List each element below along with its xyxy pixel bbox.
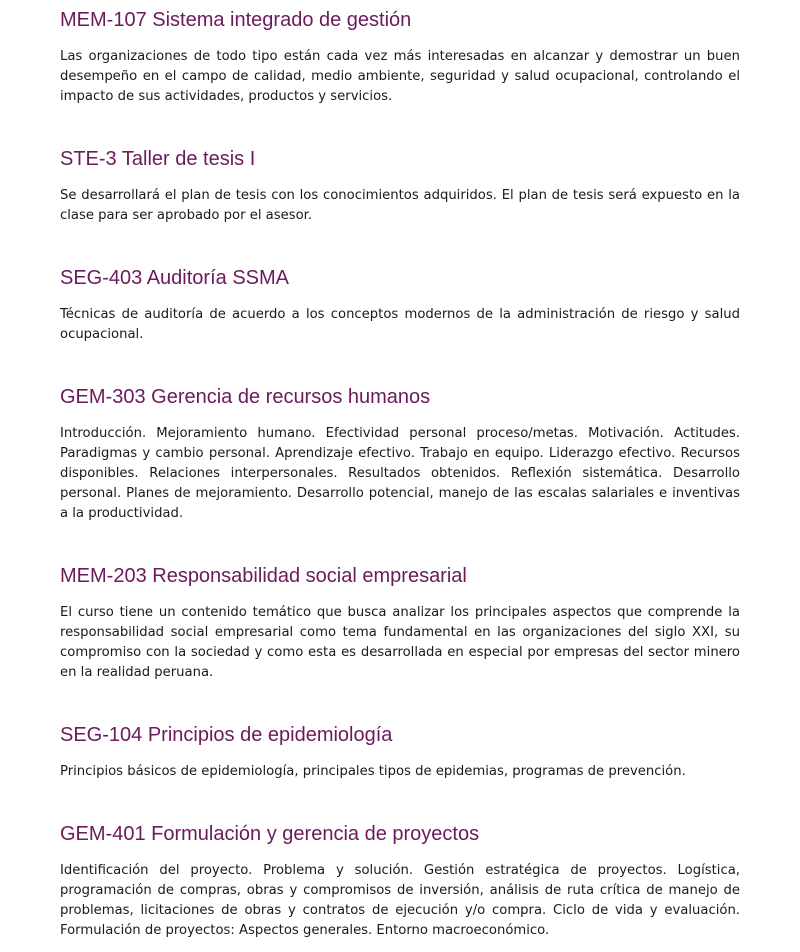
course-item <box>60 384 740 524</box>
course-item <box>60 265 740 345</box>
course-item <box>60 563 740 683</box>
course-title: MEM-107 Sistema integrado de gestión <box>60 9 412 31</box>
course-description: Principios básicos de epidemiología, principales tipos de epidemias, programas de prevención. <box>60 764 686 779</box>
course-description: Técnicas de auditoría de acuerdo a los conceptos modernos de la administración de riesgo y salud ocupacional. <box>60 307 740 342</box>
course-item <box>60 821 740 941</box>
course-title: GEM-401 Formulación y gerencia de proyectos <box>60 823 480 845</box>
course-description: El curso tiene un contenido temático que busca analizar los principales aspectos que comprende la responsabilidad social empresarial como tema fundamental en las organizaciones del siglo XXI, su compromiso con la sociedad y como esta es desarrollada en especial por empresas del sector minero en la realidad peruana. <box>60 605 740 680</box>
course-description: Se desarrollará el plan de tesis con los conocimientos adquiridos. El plan de tesis será expuesto en la clase para ser aprobado por el asesor. <box>60 188 740 223</box>
course-title: STE-3 Taller de tesis I <box>60 148 256 170</box>
course-description: Las organizaciones de todo tipo están cada vez más interesadas en alcanzar y demostrar un buen desempeño en el campo de calidad, medio ambiente, seguridad y salud ocupacional, controlando el impacto de sus actividades, productos y servicios. <box>60 49 740 104</box>
course-description: Identificación del proyecto. Problema y solución. Gestión estratégica de proyectos. Logística, programación de compras, obras y compromisos de inversión, análisis de ruta crítica de manejo de problemas, licitaciones de obras y contratos de ejecución y/o compra. Ciclo de vida y evaluación. Formulación de proyectos: Aspectos generales. Entorno macroeconómico. <box>60 863 740 938</box>
course-description: Introducción. Mejoramiento humano. Efectividad personal proceso/metas. Motivación. Actitudes. Paradigmas y cambio personal. Aprendizaje efectivo. Trabajo en equipo. Liderazgo efectivo. Recursos disponibles. Relaciones interpersonales. Resultados obtenidos. Reflexión sistemática. Desarrollo personal. Planes de mejoramiento. Desarrollo potencial, manejo de las escalas salariales e inventivas a la productividad. <box>60 426 740 521</box>
course-item <box>60 146 740 226</box>
course-item <box>60 7 740 107</box>
course-title: MEM-203 Responsabilidad social empresarial <box>60 565 467 587</box>
course-title: GEM-303 Gerencia de recursos humanos <box>60 386 431 408</box>
course-item <box>60 722 686 782</box>
course-title: SEG-104 Principios de epidemiología <box>60 724 393 746</box>
course-title: SEG-403 Auditoría SSMA <box>60 267 290 289</box>
